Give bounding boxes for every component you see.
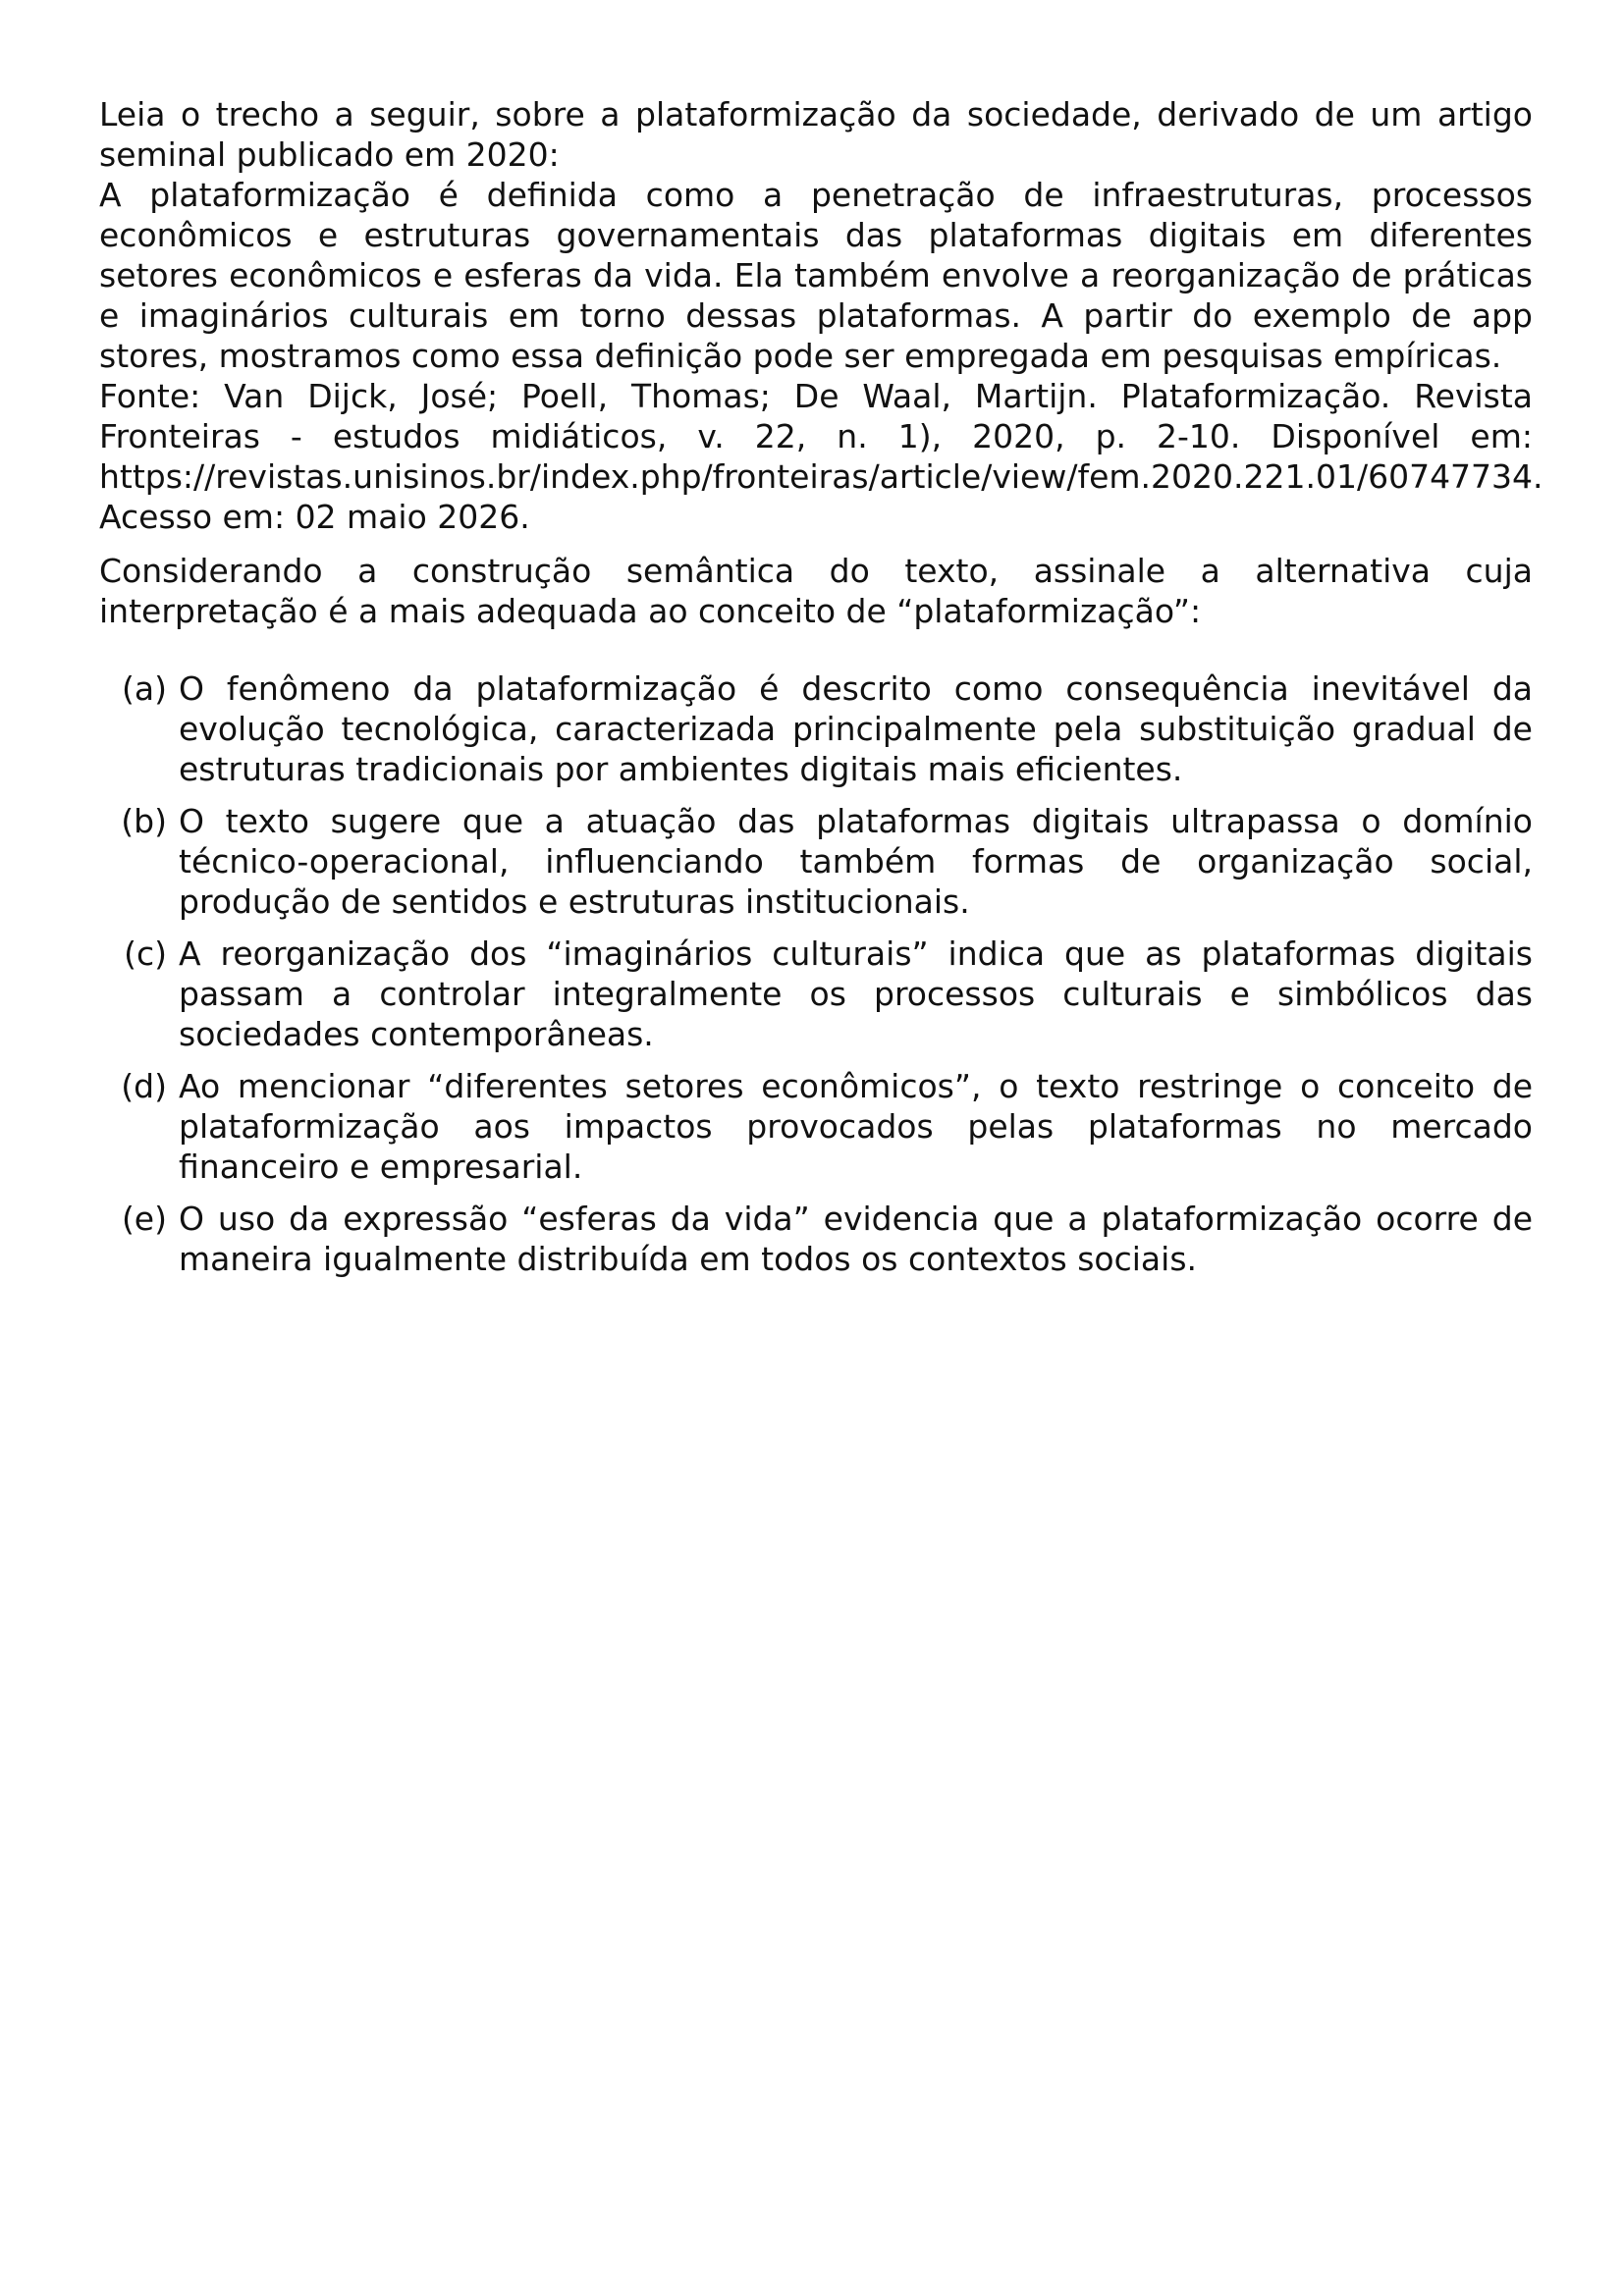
- option-d: [99, 1066, 1533, 1187]
- option-c-text: A reorganização dos “imaginários culturais” indica que as plataformas digitais passam a controlar integralmente os processos culturais e simbólicos das sociedades contemporâneas.: [179, 934, 1533, 1053]
- option-e: [99, 1199, 1533, 1279]
- option-e-text: O uso da expressão “esferas da vida” evidencia que a plataformização ocorre de maneira igualmente distribuída em todos os contextos sociais.: [179, 1200, 1533, 1278]
- option-c-label: (c): [124, 934, 167, 973]
- intro-text: Leia o trecho a seguir, sobre a plataformização da sociedade, derivado de um artigo seminal publicado em 2020:: [99, 95, 1533, 174]
- option-b-text: O texto sugere que a atuação das plataformas digitais ultrapassa o domínio técnico-operacional, influenciando também formas de organização social, produção de sentidos e estruturas institucionais.: [179, 802, 1533, 921]
- option-d-text: Ao mencionar “diferentes setores econômicos”, o texto restringe o conceito de plataformização aos impactos provocados pelas plataformas no mercado financeiro e empresarial.: [179, 1067, 1533, 1186]
- option-a-label: (a): [122, 669, 167, 708]
- option-b-label: (b): [121, 802, 167, 840]
- option-e-label: (e): [121, 1200, 167, 1238]
- option-c: [99, 934, 1533, 1054]
- answer-options: [99, 668, 1533, 1279]
- option-a-text: O fenômeno da plataformização é descrito como consequência inevitável da evolução tecnológica, caracterizada principalmente pela substituição gradual de estruturas tradicionais por ambientes digitais mais eficientes.: [179, 669, 1533, 788]
- option-d-label: (d): [121, 1067, 167, 1105]
- document-page: [99, 94, 1543, 1291]
- question-text: Considerando a construção semântica do texto, assinale a alternativa cuja interpretação é a mais adequada ao conceito de “plataformização”:: [99, 552, 1533, 630]
- option-b: [99, 801, 1533, 922]
- option-a: [99, 668, 1533, 789]
- excerpt-text: A plataformização é definida como a penetração de infraestruturas, processos econômicos e estruturas governamentais das plataformas digitais em diferentes setores econômicos e esferas da vida. Ela também envolve a reorganização de práticas e imaginários culturais em torno dessas plataformas. A partir do exemplo de app stores, mostramos como essa definição pode ser empregada em pesquisas empíricas.: [99, 176, 1533, 375]
- source-citation: Fonte: Van Dijck, José; Poell, Thomas; De Waal, Martijn. Plataformização. Revista Fronteiras - estudos midiáticos, v. 22, n. 1), 2020, p. 2-10. Disponível em: https://revistas.unisinos.br/index.php/fronteiras/article/view/fem.2020.221.01/60747734. Acesso em: 02 maio 2026.: [99, 377, 1543, 536]
